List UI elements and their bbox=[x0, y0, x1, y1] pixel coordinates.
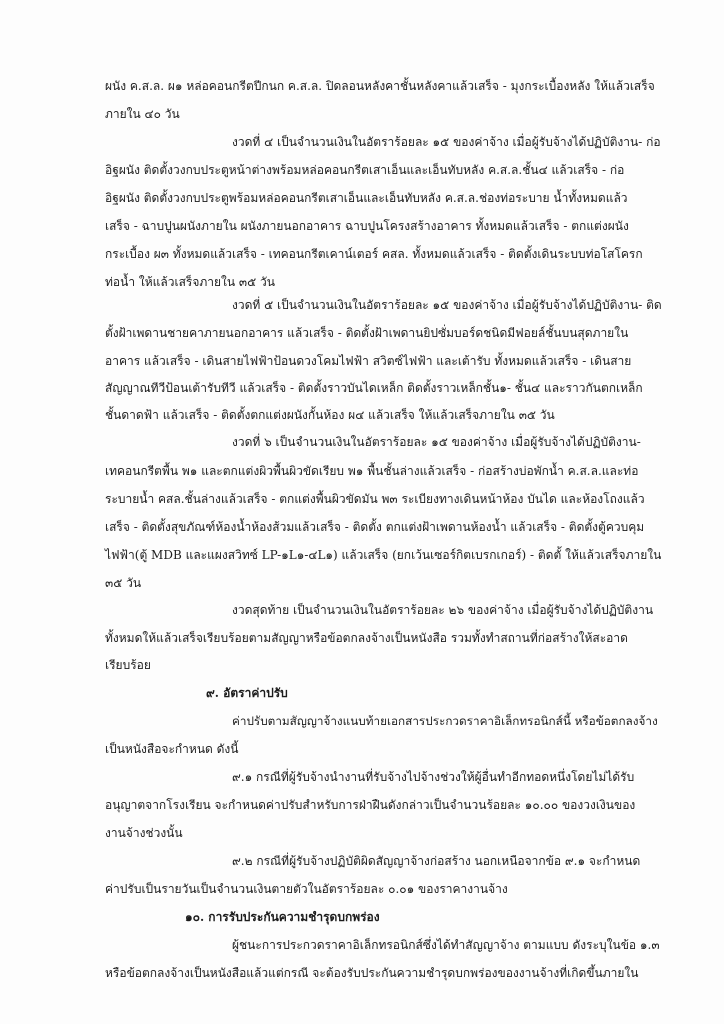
text-line: สัญญาณทีวีป้อนเต้ารับทีวี แล้วเสร็จ - ติดตั้งราวบันไดเหล็ก ติดตั้งราวเหล็กชั้น๑- ชั้น๔ และราวกันตกเหล็ก bbox=[105, 381, 643, 395]
text-line: งวดที่ ๔ เป็นจำนวนเงินในอัตราร้อยละ ๑๕ ของค่าจ้าง เมื่อผู้รับจ้างได้ปฏิบัติงาน- ก่อ bbox=[232, 135, 661, 149]
text-line: ผนัง ค.ส.ล. ผ๑ หล่อคอนกรีตปีกนก ค.ส.ล. ปิดลอนหลังคาชั้นหลังคาแล้วเสร็จ - มุงกระเบื้องหลัง ให้แล้วเสร็จ bbox=[105, 79, 655, 93]
text-line: เสร็จ - ฉาบปูนผนังภายใน ผนังภายนอกอาคาร ฉาบปูนโครงสร้างอาคาร ทั้งหมดแล้วเสร็จ - ตกแต่งผนัง bbox=[105, 219, 629, 233]
text-line: ทั้งหมดให้แล้วเสร็จเรียบร้อยตามสัญญาหรือข้อตกลงจ้างเป็นหนังสือ รวมทั้งทำสถานที่ก่อสร้างให้สะอาด bbox=[105, 631, 628, 645]
text-line: ชั้นดาดฟ้า แล้วเสร็จ - ติดตั้งตกแต่งผนังกั้นห้อง ผ๔ แล้วเสร็จ ให้แล้วเสร็จภายใน ๓๕ วัน bbox=[105, 408, 555, 422]
text-line: ภายใน ๔๐ วัน bbox=[105, 107, 180, 121]
text-line: กระเบื้อง ผ๓ ทั้งหมดแล้วเสร็จ - เทคอนกรีตเคาน์เตอร์ คสล. ทั้งหมดแล้วเสร็จ - ติดตั้งเดินระบบท่อโสโครก bbox=[105, 247, 643, 261]
text-line: ๓๕ วัน bbox=[105, 576, 142, 590]
text-line: ผู้ชนะการประกวดราคาอิเล็กทรอนิกส์ซึ่งได้ทำสัญญาจ้าง ตามแบบ ดังระบุในข้อ ๑.๓ bbox=[232, 938, 660, 952]
section-heading-warranty: ๑๐. การรับประกันความชำรุดบกพร่อง bbox=[185, 910, 380, 924]
text-line: อาคาร แล้วเสร็จ - เดินสายไฟฟ้าป้อนดวงโคมไฟฟ้า สวิตซ์ไฟฟ้า และเต้ารับ ทั้งหมดแล้วเสร็จ - เดินสาย bbox=[105, 354, 632, 368]
text-line: ค่าปรับตามสัญญาจ้างแนบท้ายเอกสารประกวดราคาอิเล็กทรอนิกส์นี้ หรือข้อตกลงจ้าง bbox=[232, 714, 658, 728]
text-line: ค่าปรับเป็นรายวันเป็นจำนวนเงินตายตัวในอัตราร้อยละ ๐.๐๑ ของราคางานจ้าง bbox=[105, 882, 508, 896]
text-line: อนุญาตจากโรงเรียน จะกำหนดค่าปรับสำหรับการฝ่าฝืนดังกล่าวเป็นจำนวนร้อยละ ๑๐.๐๐ ของวงเงินของ bbox=[105, 798, 636, 812]
text-line: ท่อน้ำ ให้แล้วเสร็จภายใน ๓๕ วัน bbox=[105, 275, 275, 289]
text-line: งวดสุดท้าย เป็นจำนวนเงินในอัตราร้อยละ ๒๖ ของค่าจ้าง เมื่อผู้รับจ้างได้ปฏิบัติงาน bbox=[232, 603, 654, 617]
text-line: เทคอนกรีตพื้น พ๑ และตกแต่งผิวพื้นผิวขัดเรียบ พ๑ พื้นชั้นล่างแล้วเสร็จ - ก่อสร้างบ่อพักน้ำ ค.ส.ล.และท่อ bbox=[105, 464, 639, 478]
text-line: ๙.๑ กรณีที่ผู้รับจ้างนำงานที่รับจ้างไปจ้างช่วงให้ผู้อื่นทำอีกทอดหนึ่งโดยไม่ได้รับ bbox=[232, 770, 635, 784]
text-line: อิฐผนัง ติดตั้งวงกบประตูพร้อมหล่อคอนกรีตเสาเอ็นและเอ็นทับหลัง ค.ส.ล.ช่องท่อระบาย น้ำทั้งหมดแล้ว bbox=[105, 191, 628, 205]
text-line: อิฐผนัง ติดตั้งวงกบประตูหน้าต่างพร้อมหล่อคอนกรีตเสาเอ็นและเอ็นทับหลัง ค.ส.ล.ชั้น๔ แล้วเสร็จ - ก่อ bbox=[105, 163, 625, 177]
text-line: เป็นหนังสือจะกำหนด ดังนี้ bbox=[105, 742, 239, 756]
text-line: งวดที่ ๕ เป็นจำนวนเงินในอัตราร้อยละ ๑๕ ของค่าจ้าง เมื่อผู้รับจ้างได้ปฏิบัติงาน- ติด bbox=[232, 298, 662, 312]
text-line: เรียบร้อย bbox=[105, 658, 151, 672]
text-line: งวดที่ ๖ เป็นจำนวนเงินในอัตราร้อยละ ๑๕ ของค่าจ้าง เมื่อผู้รับจ้างได้ปฏิบัติงาน- bbox=[232, 435, 641, 449]
text-line: ระบายน้ำ คสล.ชั้นล่างแล้วเสร็จ - ตกแต่งพื้นผิวขัดมัน พ๓ ระเบียงทางเดินหน้าห้อง บันได และห้องโถงแล้ว bbox=[105, 492, 645, 506]
text-line: ไฟฟ้า(ตู้ MDB และแผงสวิทซ์ LP-๑L๑-๔L๑) แล้วเสร็จ (ยกเว้นเซอร์กิตเบรกเกอร์) - ติดตั้ ให้แล้วเสร็จภายใน bbox=[105, 548, 662, 562]
section-heading-penalty: ๙. อัตราค่าปรับ bbox=[206, 686, 288, 700]
text-line: เสร็จ - ติดตั้งสุขภัณฑ์ห้องน้ำห้องส้วมแล้วเสร็จ - ติดตั้ง ตกแต่งฝ้าเพดานห้องน้ำ แล้วเสร็จ - ติดตั้งตู้ควบคุม bbox=[105, 520, 645, 534]
text-line: ตั้งฝ้าเพดานชายคาภายนอกอาคาร แล้วเสร็จ - ติดตั้งฝ้าเพดานยิปซั่มบอร์ดชนิดมีฟอยล์ชั้นบนสุดภายใน bbox=[105, 326, 629, 340]
text-line: ๙.๒ กรณีที่ผู้รับจ้างปฏิบัติผิดสัญญาจ้างก่อสร้าง นอกเหนือจากข้อ ๙.๑ จะกำหนด bbox=[232, 854, 641, 868]
text-line: หรือข้อตกลงจ้างเป็นหนังสือแล้วแต่กรณี จะต้องรับประกันความชำรุดบกพร่องของงานจ้างที่เกิดขึ้นภายใน bbox=[105, 966, 639, 980]
text-line: งานจ้างช่วงนั้น bbox=[105, 826, 183, 840]
